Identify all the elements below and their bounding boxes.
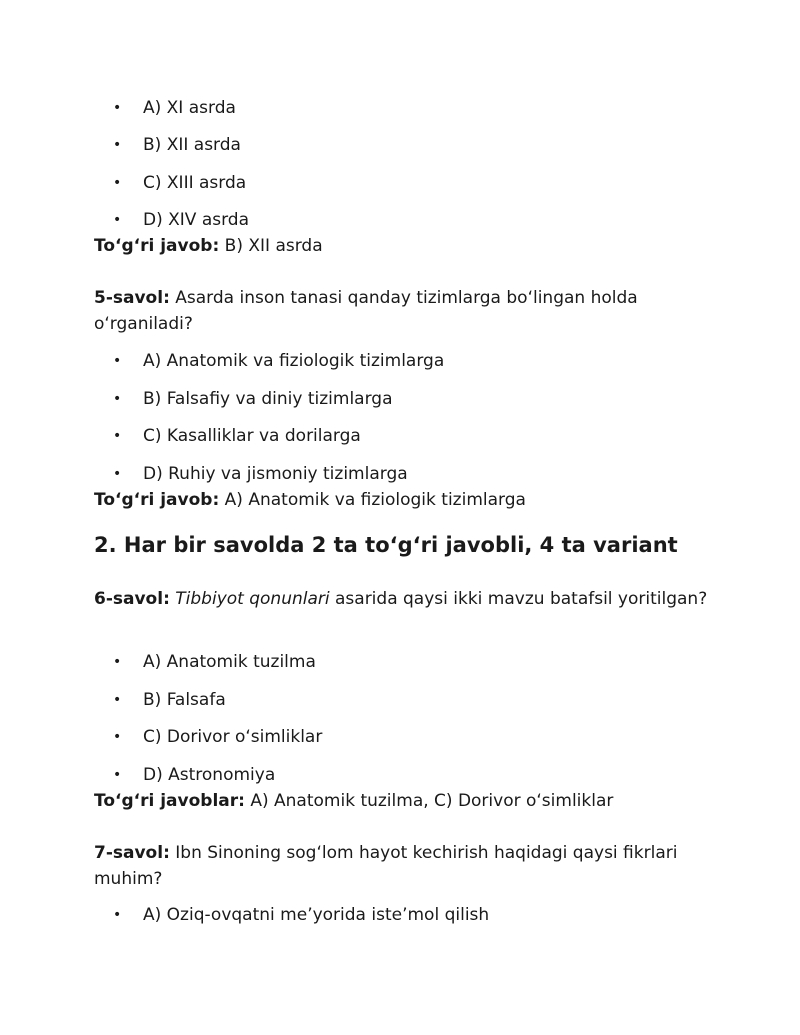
option-text: A) Anatomik va fiziologik tizimlarga: [143, 351, 445, 371]
answer-label: To‘g‘ri javob:: [94, 236, 220, 256]
bullet: •: [113, 175, 122, 191]
bullet: •: [113, 654, 122, 670]
answer-label: To‘g‘ri javoblar:: [94, 791, 245, 811]
question-label: 5-savol:: [94, 288, 170, 308]
option-text: D) Ruhiy va jismoniy tizimlarga: [143, 464, 408, 484]
bullet: •: [113, 907, 122, 923]
option-text: B) Falsafiy va diniy tizimlarga: [143, 389, 393, 409]
question-text: Asarda inson tanasi qanday tizimlarga bo‘lingan holda o‘rganiladi?: [94, 288, 638, 334]
bullet: •: [113, 466, 122, 482]
option-text: B) XII asrda: [143, 135, 241, 155]
option-text: C) Kasalliklar va dorilarga: [143, 426, 361, 446]
question-6: [94, 586, 714, 612]
answer-line: [94, 233, 714, 259]
answer-text: B) XII asrda: [224, 236, 323, 256]
option-text: D) Astronomiya: [143, 765, 276, 785]
answer-text: A) Anatomik tuzilma, C) Dorivor o‘simliklar: [250, 791, 614, 811]
option-text: C) XIII asrda: [143, 173, 247, 193]
option-text: A) Anatomik tuzilma: [143, 652, 316, 672]
option-text: A) Oziq-ovqatni me’yorida iste’mol qilish: [143, 905, 490, 925]
bullet: •: [113, 692, 122, 708]
bullet: •: [113, 391, 122, 407]
bullet: •: [113, 353, 122, 369]
answer-label: To‘g‘ri javob:: [94, 490, 220, 510]
option-text: A) XI asrda: [143, 98, 236, 118]
answer-text: A) Anatomik va fiziologik tizimlarga: [224, 490, 526, 510]
question-label: 6-savol:: [94, 589, 170, 609]
answer-line: [94, 788, 714, 814]
bullet: •: [113, 729, 122, 745]
question-5: [94, 285, 714, 337]
section-heading: 2. Har bir savolda 2 ta to‘g‘ri javobli, 4 ta variant: [94, 533, 678, 557]
bullet: •: [113, 137, 122, 153]
option-text: D) XIV asrda: [143, 210, 249, 230]
option-text: B) Falsafa: [143, 690, 226, 710]
bullet: •: [113, 428, 122, 444]
question-text: asarida qaysi ikki mavzu batafsil yoritilgan?: [335, 589, 708, 609]
question-7: [94, 840, 714, 892]
bullet: •: [113, 100, 122, 116]
book-title: Tibbiyot qonunlari: [175, 589, 330, 609]
question-text: Ibn Sinoning sog‘lom hayot kechirish haqidagi qaysi fikrlari muhim?: [94, 843, 678, 889]
bullet: •: [113, 767, 122, 783]
answer-line: [94, 487, 714, 513]
bullet: •: [113, 212, 122, 228]
question-label: 7-savol:: [94, 843, 170, 863]
option-text: C) Dorivor o‘simliklar: [143, 727, 323, 747]
